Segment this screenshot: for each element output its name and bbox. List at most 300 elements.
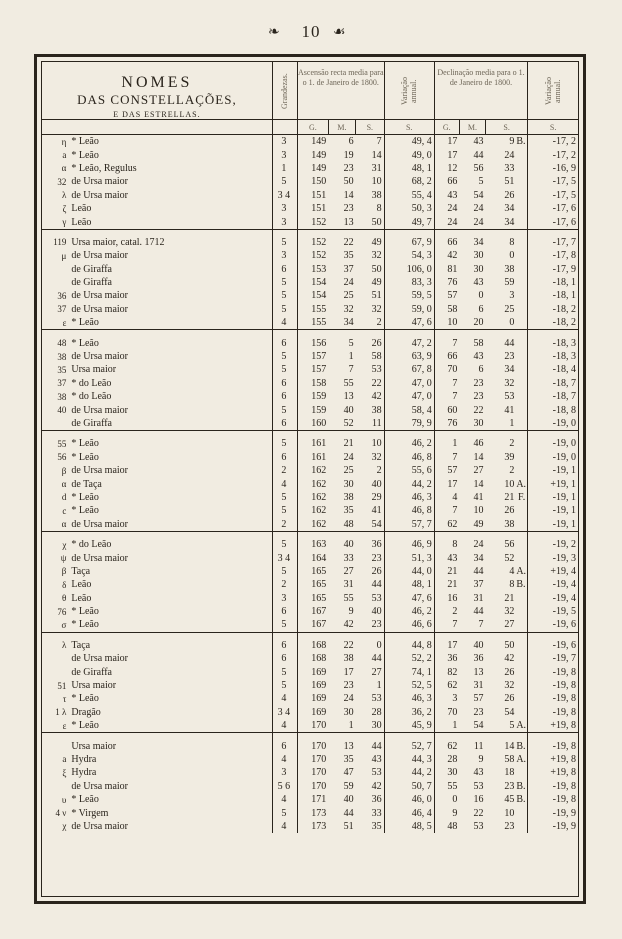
table-row <box>42 363 578 376</box>
dec-degrees: 36 <box>447 653 458 665</box>
ra-variation: 48, 5 <box>384 820 434 833</box>
star-designation: 32 <box>57 176 67 187</box>
dec-seconds: 21 <box>504 491 515 503</box>
ra-degrees: 170 <box>311 720 327 732</box>
ra-minutes: 44 <box>343 807 354 819</box>
dec-variation: -19, 6 <box>552 619 576 631</box>
page-number: 10 <box>301 22 321 41</box>
table-row <box>42 175 578 188</box>
dec-variation: -19, 0 <box>552 418 576 429</box>
dec-variation: -17, 2 <box>552 136 576 148</box>
header-sub2: E DAS ESTRELLAS. <box>113 110 201 119</box>
ra-variation: 48, 1 <box>384 578 434 591</box>
dec-direction <box>516 551 527 564</box>
ra-minutes: 55 <box>343 592 354 604</box>
magnitude: 5 <box>272 679 297 692</box>
ra-minutes: 23 <box>343 203 354 215</box>
dec-direction <box>516 464 527 477</box>
ra-degrees: 157 <box>311 364 327 376</box>
ra-seconds: 23 <box>356 551 385 564</box>
ra-variation: 49, 0 <box>384 148 434 161</box>
dec-degrees: 58 <box>447 303 458 315</box>
dec-minutes: 54 <box>473 720 484 732</box>
ra-minutes: 50 <box>343 176 354 188</box>
ra-variation: 46, 3 <box>384 692 434 705</box>
magnitude: 4 <box>272 753 297 766</box>
ra-minutes: 1 <box>348 351 354 363</box>
star-name: * Leão <box>71 438 99 450</box>
star-designation: ξ <box>62 767 67 778</box>
magnitude: 2 <box>272 464 297 477</box>
star-designation: 119 <box>53 237 67 248</box>
dec-direction: A. <box>516 478 527 490</box>
dec-variation: -19, 1 <box>552 505 576 517</box>
magnitude: 4 <box>272 793 297 806</box>
dec-variation: -19, 6 <box>552 639 576 651</box>
dec-seconds: 0 <box>509 250 515 262</box>
ra-degrees: 160 <box>311 418 327 429</box>
dec-variation: +19, 4 <box>550 565 576 577</box>
dec-seconds: 32 <box>504 606 515 618</box>
ra-variation: 46, 4 <box>384 806 434 819</box>
ra-minutes: 9 <box>348 606 354 618</box>
dec-seconds: 2 <box>509 465 515 477</box>
dec-minutes: 30 <box>473 418 484 429</box>
dec-minutes: 23 <box>473 377 484 389</box>
dec-direction <box>516 316 527 330</box>
ra-degrees: 170 <box>311 740 327 752</box>
dec-degrees: 60 <box>447 404 458 416</box>
dec-direction <box>516 249 527 262</box>
table-row <box>42 350 578 363</box>
star-designation: ε <box>62 317 67 328</box>
star-name: de Ursa maior <box>71 780 129 792</box>
table-row <box>42 491 578 504</box>
dec-variation: +19, 8 <box>550 753 576 765</box>
ra-minutes: 40 <box>343 539 354 551</box>
dec-degrees: 7 <box>452 391 458 403</box>
table-row <box>42 504 578 517</box>
dec-degrees: 66 <box>447 236 458 248</box>
table-row <box>42 618 578 632</box>
dec-degrees: 82 <box>447 666 458 678</box>
dec-direction: A. <box>516 753 527 765</box>
dec-direction <box>516 189 527 202</box>
table-row <box>42 135 578 149</box>
dec-minutes: 6 <box>478 303 484 315</box>
star-name: * Leão <box>71 505 99 517</box>
ra-variation: 49, 4 <box>384 135 434 149</box>
dec-seconds: 34 <box>504 216 515 228</box>
dec-seconds: 26 <box>504 189 515 201</box>
ra-variation: 44, 2 <box>384 766 434 779</box>
dec-seconds: 27 <box>504 619 515 631</box>
ra-degrees: 168 <box>311 653 327 665</box>
dec-minutes: 7 <box>478 619 484 631</box>
ra-seconds: 36 <box>356 793 385 806</box>
dec-direction <box>516 289 527 302</box>
right-ornament-icon: ☙ <box>333 25 346 40</box>
dec-direction: F. <box>516 491 527 504</box>
ra-minutes: 35 <box>343 753 354 765</box>
star-designation: ζ <box>62 203 67 214</box>
ra-seconds: 0 <box>356 639 385 652</box>
star-name: de Giraffa <box>71 418 112 429</box>
dec-variation: +19, 8 <box>550 720 576 732</box>
ra-minutes: 30 <box>343 478 354 490</box>
magnitude: 6 <box>272 377 297 390</box>
dec-seconds: 33 <box>504 162 515 174</box>
ra-seconds: 29 <box>356 491 385 504</box>
ra-minutes: 52 <box>343 418 354 429</box>
ra-variation: 46, 0 <box>384 793 434 806</box>
dec-minutes: 10 <box>473 505 484 517</box>
dec-degrees: 55 <box>447 780 458 792</box>
star-designation: 4 ν <box>55 808 67 819</box>
star-name: de Taça <box>71 478 102 490</box>
dec-direction <box>516 806 527 819</box>
ra-seconds: 44 <box>356 578 385 591</box>
table-row <box>42 605 578 618</box>
star-name: de Ursa maior <box>71 404 129 416</box>
ra-minutes: 13 <box>343 740 354 752</box>
ra-seconds: 2 <box>356 316 385 330</box>
dec-degrees: 28 <box>447 753 458 765</box>
table-row <box>42 215 578 229</box>
magnitude: 4 <box>272 477 297 490</box>
magnitude: 6 <box>272 336 297 349</box>
star-designation: μ <box>61 250 67 261</box>
table-row <box>42 202 578 215</box>
table-row <box>42 189 578 202</box>
dec-minutes: 30 <box>473 250 484 262</box>
ra-variation: 67, 9 <box>384 236 434 249</box>
table-row <box>42 639 578 652</box>
dec-minutes: 27 <box>473 465 484 477</box>
star-name: de Ursa maior <box>71 820 129 832</box>
dec-seconds: 2 <box>509 438 515 450</box>
table-body <box>42 135 578 834</box>
dec-degrees: 17 <box>447 478 458 490</box>
dec-seconds: 52 <box>504 552 515 564</box>
ra-degrees: 162 <box>311 478 327 490</box>
magnitude: 3 4 <box>272 189 297 202</box>
dec-variation: -18, 7 <box>552 377 576 389</box>
ra-minutes: 30 <box>343 706 354 718</box>
magnitude: 5 <box>272 806 297 819</box>
ra-variation: 68, 2 <box>384 175 434 188</box>
dec-minutes: 6 <box>478 364 484 376</box>
declination-header: Declinação media para o 1. de Janeiro de 1800. <box>434 62 527 120</box>
ra-seconds: 32 <box>356 303 385 316</box>
dec-variation: -19, 4 <box>552 579 576 591</box>
dec-degrees: 21 <box>447 579 458 591</box>
table-row <box>42 551 578 564</box>
ra-variation: 52, 2 <box>384 652 434 665</box>
star-designation: 51 <box>57 680 67 691</box>
ra-degrees: 170 <box>311 753 327 765</box>
star-name: * do Leão <box>71 377 112 389</box>
table-row <box>42 276 578 289</box>
dec-direction <box>516 451 527 464</box>
ra-minutes: 33 <box>343 552 354 564</box>
dec-direction: B. <box>516 793 527 806</box>
magnitude: 5 <box>272 437 297 450</box>
table-row <box>42 477 578 490</box>
dec-degrees: 43 <box>447 189 458 201</box>
dec-variation: -19, 0 <box>552 451 576 463</box>
ra-minutes: 25 <box>343 465 354 477</box>
star-catalog-table <box>42 62 578 833</box>
star-designation: τ <box>62 693 67 704</box>
table-row <box>42 303 578 316</box>
dec-variation-header: Variação annual. <box>544 77 563 105</box>
dec-minutes: 41 <box>473 491 484 503</box>
star-designation: λ <box>61 190 67 201</box>
units-row: G. M. S. S. G. M. S. S. <box>42 120 578 135</box>
ra-minutes: 47 <box>343 767 354 779</box>
star-designation <box>42 739 69 752</box>
ra-variation: 36, 2 <box>384 706 434 719</box>
ra-degrees: 167 <box>311 606 327 618</box>
ar-variation-header: Variação annual. <box>384 62 434 120</box>
dec-variation: -19, 0 <box>552 438 576 450</box>
header-subtitle: DAS CONSTELLAÇÕES, <box>77 92 237 107</box>
dec-direction <box>516 417 527 431</box>
dec-seconds: 44 <box>504 337 515 349</box>
ra-degrees: 154 <box>311 290 327 302</box>
star-name: * Leão <box>71 451 99 463</box>
ra-seconds: 23 <box>356 618 385 632</box>
ra-seconds: 51 <box>356 289 385 302</box>
dec-degrees: 57 <box>447 290 458 302</box>
ra-minutes: 25 <box>343 290 354 302</box>
magnitude: 5 6 <box>272 780 297 793</box>
dec-minutes: 13 <box>473 666 484 678</box>
ra-variation: 106, 0 <box>384 263 434 276</box>
ra-minutes: 24 <box>343 277 354 289</box>
table-row <box>42 820 578 833</box>
ra-degrees: 162 <box>311 465 327 477</box>
dec-seconds: 59 <box>504 277 515 289</box>
dec-seconds: 21 <box>504 592 515 604</box>
dec-seconds: 24 <box>504 149 515 161</box>
ra-seconds: 53 <box>356 592 385 605</box>
dec-direction <box>516 820 527 833</box>
dec-minutes: 22 <box>473 404 484 416</box>
ra-seconds: 58 <box>356 350 385 363</box>
dec-minutes: 5 <box>478 176 484 188</box>
table-row <box>42 679 578 692</box>
dec-degrees: 7 <box>452 505 458 517</box>
ra-degrees: 161 <box>311 438 327 450</box>
dec-degrees: 1 <box>452 438 458 450</box>
magnitude: 5 <box>272 403 297 416</box>
magnitude: 5 <box>272 363 297 376</box>
ra-minutes: 7 <box>348 364 354 376</box>
table-row <box>42 263 578 276</box>
dec-seconds: 25 <box>504 303 515 315</box>
dec-seconds: 56 <box>504 539 515 551</box>
table-row <box>42 578 578 591</box>
ra-degrees: 152 <box>311 236 327 248</box>
dec-seconds: 34 <box>504 203 515 215</box>
ra-degrees: 170 <box>311 780 327 792</box>
ra-seconds: 44 <box>356 739 385 752</box>
ra-minutes: 48 <box>343 518 354 530</box>
magnitude: 6 <box>272 652 297 665</box>
dec-variation: -19, 9 <box>552 820 576 832</box>
star-name: de Giraffa <box>71 263 112 275</box>
ra-seconds: 7 <box>356 135 385 149</box>
star-name: * Leão <box>71 136 99 148</box>
dec-variation: -19, 8 <box>552 794 576 806</box>
star-name: de Ursa maior <box>71 176 129 188</box>
dec-degrees: 66 <box>447 351 458 363</box>
dec-minutes: 31 <box>473 680 484 692</box>
star-designation: a <box>62 754 67 765</box>
ra-seconds: 40 <box>356 605 385 618</box>
dec-seconds: 41 <box>504 404 515 416</box>
ra-seconds: 44 <box>356 652 385 665</box>
dec-minutes: 57 <box>473 693 484 705</box>
table-row <box>42 780 578 793</box>
star-name: de Ursa maior <box>71 653 129 665</box>
star-designation: υ <box>61 794 67 805</box>
dec-direction <box>516 504 527 517</box>
dec-variation: -16, 9 <box>552 162 576 174</box>
table-row <box>42 417 578 431</box>
star-name: de Ursa maior <box>71 189 129 201</box>
dec-direction: B. <box>516 780 527 793</box>
dec-degrees: 7 <box>452 619 458 631</box>
ra-seconds: 22 <box>356 377 385 390</box>
dec-minutes: 9 <box>478 753 484 765</box>
dec-variation: -19, 2 <box>552 539 576 551</box>
dec-minutes: 0 <box>478 290 484 302</box>
dec-direction <box>516 766 527 779</box>
dec-direction <box>516 263 527 276</box>
dec-minutes: 34 <box>473 552 484 564</box>
star-name: Leão <box>71 579 92 591</box>
dec-minutes: 44 <box>473 565 484 577</box>
ra-seconds: 49 <box>356 236 385 249</box>
ra-minutes: 1 <box>348 720 354 732</box>
ra-degrees: 162 <box>311 491 327 503</box>
star-designation: a <box>62 150 67 161</box>
dec-direction <box>516 618 527 632</box>
ra-variation: 46, 8 <box>384 451 434 464</box>
dec-minutes: 43 <box>473 767 484 779</box>
dec-variation: -19, 8 <box>552 706 576 718</box>
magnitude: 5 <box>272 618 297 632</box>
ra-variation: 47, 2 <box>384 336 434 349</box>
table-row <box>42 692 578 705</box>
table-row <box>42 162 578 175</box>
dec-degrees: 43 <box>447 552 458 564</box>
dec-variation: -19, 8 <box>552 693 576 705</box>
table-row <box>42 316 578 330</box>
dec-direction <box>516 350 527 363</box>
ra-seconds: 30 <box>356 719 385 733</box>
dec-seconds: 51 <box>504 176 515 188</box>
dec-variation: -19, 8 <box>552 680 576 692</box>
table-row <box>42 403 578 416</box>
dec-direction <box>516 437 527 450</box>
ra-degrees: 149 <box>311 136 327 148</box>
ra-degrees: 173 <box>311 820 327 832</box>
dec-minutes: 46 <box>473 438 484 450</box>
dec-minutes: 20 <box>473 317 484 329</box>
magnitude: 4 <box>272 692 297 705</box>
ra-degrees: 159 <box>311 404 327 416</box>
ra-degrees: 163 <box>311 539 327 551</box>
star-name: Ursa maior, catal. 1712 <box>71 236 165 248</box>
dec-direction <box>516 148 527 161</box>
table-row <box>42 793 578 806</box>
dec-variation: -17, 5 <box>552 189 576 201</box>
table-row <box>42 289 578 302</box>
star-designation: 55 <box>57 438 67 449</box>
dec-seconds: 9 <box>509 136 515 148</box>
star-designation: 37 <box>57 304 67 315</box>
dec-direction <box>516 363 527 376</box>
table-row <box>42 451 578 464</box>
star-designation: d <box>61 492 67 503</box>
ra-degrees: 165 <box>311 579 327 591</box>
star-name: de Ursa maior <box>71 552 129 564</box>
ra-minutes: 40 <box>343 794 354 806</box>
dec-direction <box>516 202 527 215</box>
star-designation: θ <box>62 593 67 604</box>
ra-degrees: 155 <box>311 303 327 315</box>
ra-minutes: 59 <box>343 780 354 792</box>
dec-variation: -17, 8 <box>552 250 576 262</box>
dec-degrees: 0 <box>452 794 458 806</box>
dec-degrees: 17 <box>447 149 458 161</box>
star-name: Leão <box>71 216 92 228</box>
dec-degrees: 62 <box>447 680 458 692</box>
ra-degrees: 150 <box>311 176 327 188</box>
table-row <box>42 236 578 249</box>
ra-degrees: 153 <box>311 263 327 275</box>
dec-direction <box>516 639 527 652</box>
table-frame <box>34 54 586 904</box>
dec-direction <box>516 605 527 618</box>
star-name: * Leão <box>71 606 99 618</box>
dec-degrees: 48 <box>447 820 458 832</box>
dec-direction <box>516 665 527 678</box>
dec-direction: A. <box>516 720 527 732</box>
ra-degrees: 169 <box>311 706 327 718</box>
magnitude: 5 <box>272 276 297 289</box>
star-designation: 38 <box>57 351 67 362</box>
dec-minutes: 14 <box>473 478 484 490</box>
table-row <box>42 706 578 719</box>
star-name: de Giraffa <box>71 666 112 678</box>
ra-variation: 48, 1 <box>384 162 434 175</box>
ra-minutes: 55 <box>343 377 354 389</box>
ra-degrees: 157 <box>311 351 327 363</box>
dec-minutes: 23 <box>473 391 484 403</box>
dec-seconds: 0 <box>509 317 515 329</box>
ra-minutes: 22 <box>343 639 354 651</box>
ra-seconds: 53 <box>356 363 385 376</box>
ra-minutes: 37 <box>343 263 354 275</box>
table-row <box>42 249 578 262</box>
star-name: de Giraffa <box>71 277 112 289</box>
magnitude: 3 <box>272 202 297 215</box>
